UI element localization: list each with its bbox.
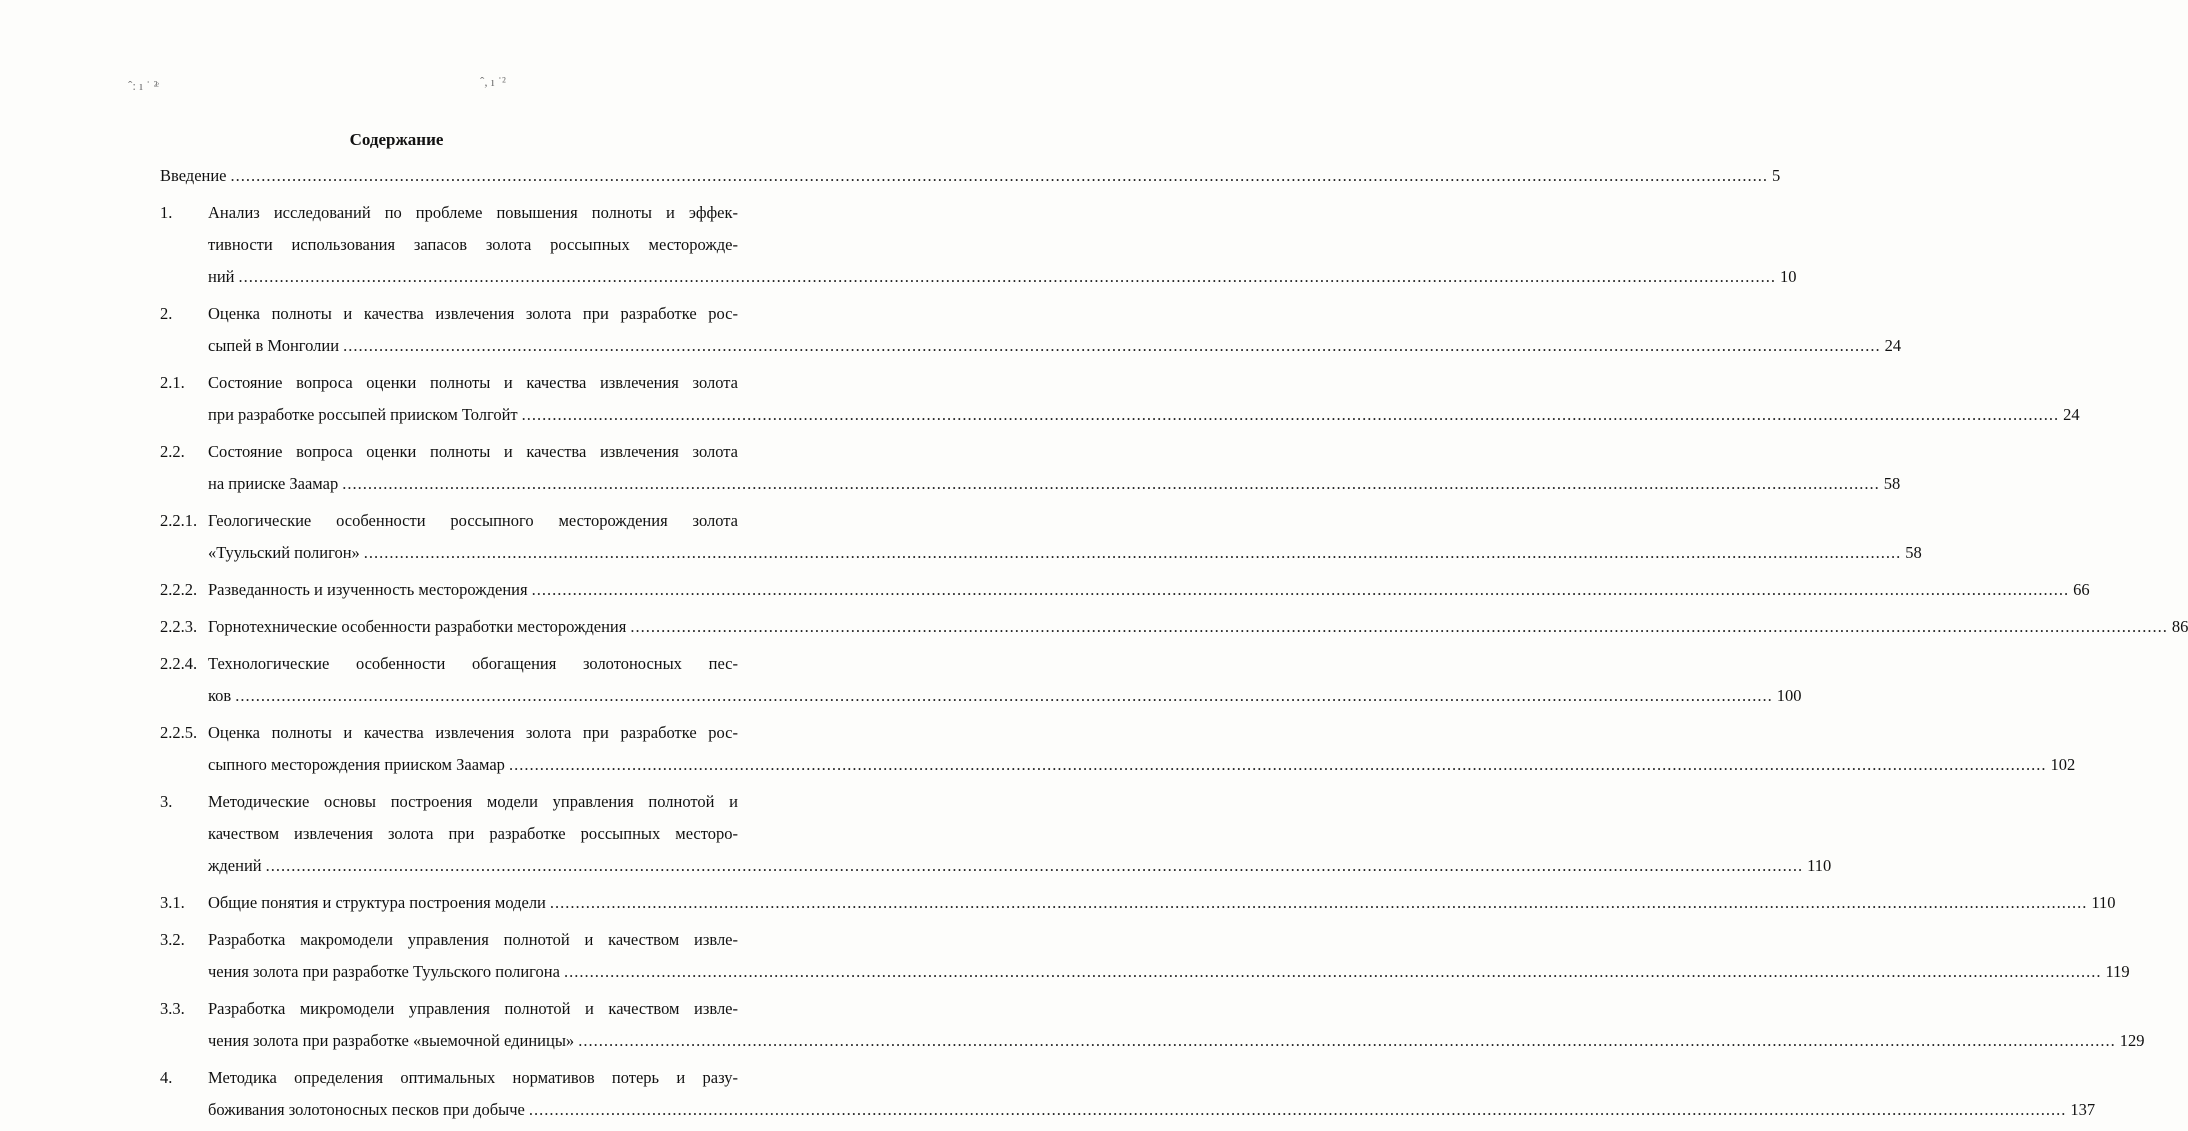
toc-entry-last-line: ний: [208, 267, 235, 286]
toc-entry-last-line: чения золота при разработке «выемочной единицы»: [208, 1031, 575, 1050]
toc-page-number: 102: [2050, 755, 2076, 774]
toc-entry-line: Оценка полноты и качества извлечения золота при разработке рос-: [208, 304, 738, 323]
toc-entry-number: 3.: [160, 792, 173, 811]
toc-entry: [160, 611, 2188, 643]
toc-entry-line: Технологические особенности обогащения золотоносных пес-: [208, 654, 738, 673]
toc-entry-number: 2.2.: [160, 442, 185, 461]
toc-entry-last-line: «Туульский полигон»: [208, 543, 360, 562]
toc-entry-last-line: на прииске Заамар: [208, 474, 339, 493]
toc-entry: [160, 924, 2130, 988]
toc-entry-number: 2.2.4.: [160, 654, 198, 673]
toc-entry: [160, 887, 2116, 919]
toc-entry-line: тивности использования запасов золота россыпных месторожде-: [208, 235, 738, 254]
toc-entry-number: 4.: [160, 1068, 173, 1087]
toc-page-number: 110: [2091, 893, 2116, 912]
dot-leader: ............................................................................................................................................................................................................................................................................................................: [630, 617, 2168, 636]
toc-entry: [160, 648, 1802, 712]
toc-entry-last-line: Общие понятия и структура построения модели: [208, 893, 546, 912]
dot-leader: ............................................................................................................................................................................................................................................................................................................: [238, 267, 1776, 286]
toc-entry: [160, 160, 1781, 192]
toc-entry-line: Разработка макромодели управления полнотой и качеством извле-: [208, 930, 738, 949]
dot-leader: ............................................................................................................................................................................................................................................................................................................: [549, 893, 2088, 912]
toc-entry-text: [208, 367, 2080, 431]
toc-page-number: 119: [2105, 962, 2130, 981]
toc-entry-number: 3.3.: [160, 999, 185, 1018]
toc-entry-last-line: ждений: [208, 856, 262, 875]
toc-entry-text: [208, 574, 2090, 606]
dot-leader: ............................................................................................................................................................................................................................................................................................................: [508, 755, 2047, 774]
toc-entry: [160, 436, 1901, 500]
toc-entry-text: [208, 887, 2116, 919]
toc-entry-text: [208, 1062, 2096, 1126]
toc-entry-text: [208, 611, 2188, 643]
toc-entry-text: [208, 786, 1832, 882]
toc-entry-last-line: сыпного месторождения прииском Заамар: [208, 755, 505, 774]
dot-leader: ............................................................................................................................................................................................................................................................................................................: [578, 1031, 2116, 1050]
toc-page-number: 137: [2070, 1100, 2096, 1119]
table-of-contents: [160, 160, 2188, 1131]
toc-entry-last-line: при разработке россыпей прииском Толгойт: [208, 405, 518, 424]
toc-entry-last-line: Введение: [160, 166, 227, 185]
toc-entry-last-line: Разведанность и изученность месторождения: [208, 580, 528, 599]
dot-leader: ............................................................................................................................................................................................................................................................................................................: [235, 686, 1773, 705]
toc-entry-last-line: Горнотехнические особенности разработки месторождения: [208, 617, 627, 636]
dot-leader: ............................................................................................................................................................................................................................................................................................................: [528, 1100, 2067, 1119]
dot-leader: ............................................................................................................................................................................................................................................................................................................: [563, 962, 2102, 981]
toc-page-number: 110: [1807, 856, 1832, 875]
toc-entry-number: 2.1.: [160, 373, 185, 392]
toc-entry: [160, 505, 1922, 569]
dot-leader: ............................................................................................................................................................................................................................................................................................................: [363, 543, 1902, 562]
toc-entry: [160, 298, 1902, 362]
toc-page-number: 24: [1884, 336, 1902, 355]
toc-entry-number: 2.: [160, 304, 173, 323]
toc-entry-line: Методика определения оптимальных нормативов потерь и разу-: [208, 1068, 738, 1087]
toc-page-number: 24: [2063, 405, 2080, 424]
toc-entry-text: [208, 298, 1902, 362]
toc-entry-line: Состояние вопроса оценки полноты и качества извлечения золота: [208, 373, 738, 392]
toc-entry-last-line: сыпей в Монголии: [208, 336, 340, 355]
toc-page-number: 86: [2171, 617, 2188, 636]
toc-entry-text: [208, 993, 2145, 1057]
dot-leader: ............................................................................................................................................................................................................................................................................................................: [343, 336, 1881, 355]
toc-entry-number: 1.: [160, 203, 173, 222]
page-title: Содержание: [349, 130, 444, 149]
dot-leader: ............................................................................................................................................................................................................................................................................................................: [531, 580, 2070, 599]
scan-noise: ˆ, ı ˈ²: [480, 74, 506, 89]
toc-entry: [160, 197, 1797, 293]
toc-page-number: 66: [2073, 580, 2090, 599]
toc-entry-text: [208, 648, 1802, 712]
toc-entry-line: Оценка полноты и качества извлечения золота при разработке рос-: [208, 723, 738, 742]
toc-entry: [160, 717, 2076, 781]
toc-entry: [160, 993, 2145, 1057]
toc-entry-line: качеством извлечения золота при разработке россыпных месторо-: [208, 824, 738, 843]
toc-entry-line: Методические основы построения модели управления полнотой и: [208, 792, 738, 811]
toc-page-number: 58: [1905, 543, 1922, 562]
toc-entry-line: Геологические особенности россыпного месторождения золота: [208, 511, 738, 530]
toc-entry-number: 3.1.: [160, 893, 185, 912]
toc-entry-last-line: ков: [208, 686, 232, 705]
dot-leader: ............................................................................................................................................................................................................................................................................................................: [342, 474, 1880, 493]
toc-entry-text: [160, 160, 1781, 192]
toc-page-number: 58: [1883, 474, 1901, 493]
toc-entry-text: [208, 717, 2076, 781]
toc-entry: [160, 786, 1832, 882]
toc-entry-line: Анализ исследований по проблеме повышения полноты и эффек-: [208, 203, 738, 222]
toc-entry-text: [208, 505, 1922, 569]
toc-entry: [160, 367, 2080, 431]
toc-page-number: 10: [1780, 267, 1797, 286]
toc-entry-text: [208, 197, 1797, 293]
dot-leader: ............................................................................................................................................................................................................................................................................................................: [521, 405, 2060, 424]
toc-page-number: 129: [2119, 1031, 2145, 1050]
toc-entry-line: Разработка микромодели управления полнотой и качеством извле-: [208, 999, 738, 1018]
toc-entry-number: 3.2.: [160, 930, 185, 949]
toc-entry-text: [208, 924, 2130, 988]
toc-page-number: 100: [1776, 686, 1802, 705]
toc-entry-number: 2.2.3.: [160, 617, 198, 636]
toc-entry-line: Состояние вопроса оценки полноты и качества извлечения золота: [208, 442, 738, 461]
toc-entry-number: 2.2.2.: [160, 580, 198, 599]
toc-entry-number: 2.2.5.: [160, 723, 198, 742]
dot-leader: ............................................................................................................................................................................................................................................................................................................: [230, 166, 1769, 185]
toc-entry-last-line: боживания золотоносных песков при добыче: [208, 1100, 525, 1119]
toc-entry-text: [208, 436, 1901, 500]
toc-entry-last-line: чения золота при разработке Туульского полигона: [208, 962, 560, 981]
scan-noise: ˆ: ı ˈ ²ͤ: [128, 78, 158, 93]
toc-entry: [160, 1062, 2096, 1126]
toc-entry: [160, 574, 2090, 606]
toc-page-number: 5: [1772, 166, 1781, 185]
dot-leader: ............................................................................................................................................................................................................................................................................................................: [265, 856, 1804, 875]
toc-entry-number: 2.2.1.: [160, 511, 198, 530]
